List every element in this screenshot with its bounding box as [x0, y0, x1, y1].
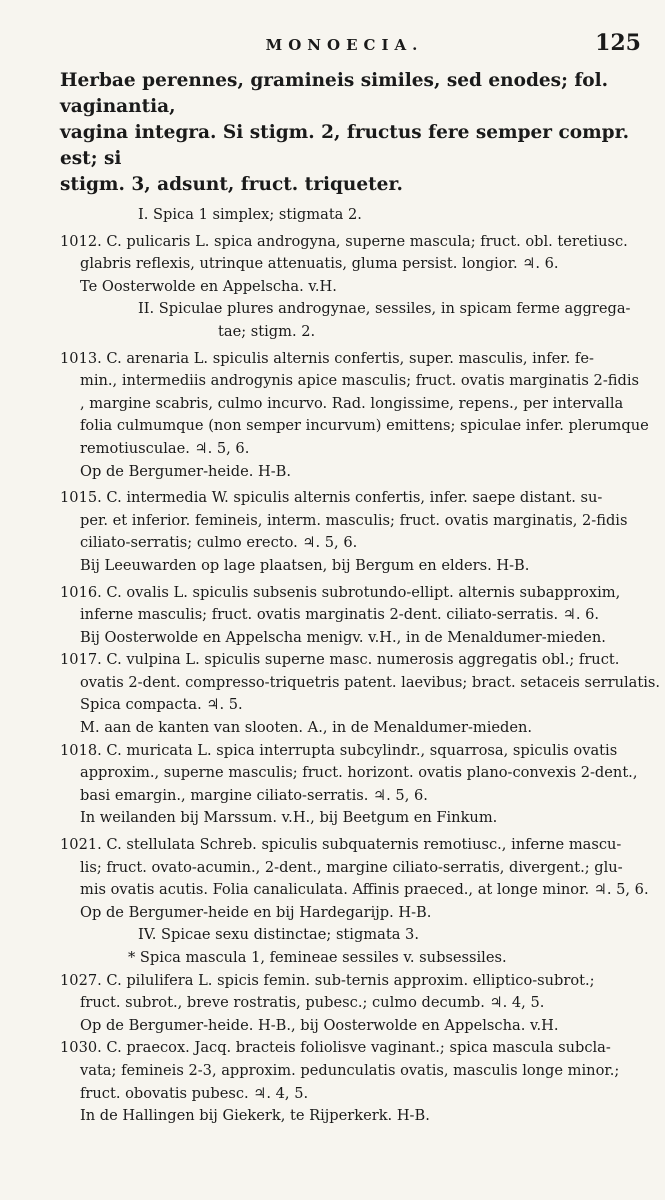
entry-line: lis; fruct. ovato-acumin., 2-dent., margine ciliato-serratis, divergent.; glu-	[80, 858, 623, 876]
entry-line: , margine scabris, culmo incurvo. Rad. longissime, repens., per intervalla	[80, 394, 624, 412]
entry-line: 1015. C. intermedia W. spiculis alternis confertis, infer. saepe distant. su-	[60, 489, 603, 507]
species-entry-1012	[48, 231, 641, 299]
intro-line: vagina integra. Si stigm. 2, fructus fere semper compr. est; si	[60, 122, 630, 169]
entry-line: glabris reflexis, utrinque attenuatis, gluma persist. longior. ♃. 6.	[80, 255, 559, 273]
entry-line: approxim., superne masculis; fruct. horizont. ovatis plano-convexis 2-dent.,	[80, 764, 638, 782]
page-number: 125	[595, 30, 641, 56]
entry-line: inferne masculis; fruct. ovatis marginatis 2-dent. ciliato-serratis. ♃. 6.	[80, 606, 600, 624]
species-entry-1021	[48, 834, 649, 924]
section-heading-2-tail: tae; stigm. 2.	[218, 322, 316, 340]
entry-line: 1012. C. pulicaris L. spica androgyna, superne mascula; fruct. obl. teretiusc.	[60, 232, 628, 250]
entry-line: 1027. C. pilulifera L. spicis femin. sub-ternis approxim. elliptico-subrot.;	[60, 971, 595, 989]
entry-line: fruct. obovatis pubesc. ♃. 4, 5.	[80, 1084, 309, 1102]
entry-line: 1017. C. vulpina L. spiculis superne masc. numerosis aggregatis obl.; fruct.	[60, 651, 620, 669]
entry-line: mis ovatis acutis. Folia canaliculata. Affinis praeced., at longe minor. ♃. 5, 6.	[80, 881, 649, 899]
species-entry-1016	[48, 582, 641, 650]
entry-line: min., intermediis androgynis apice masculis; fruct. ovatis marginatis 2-fidis	[80, 372, 639, 390]
species-entry-1027	[48, 970, 641, 1038]
entry-line: 1016. C. ovalis L. spiculis subsenis subrotundo-ellipt. alternis subapproxim,	[60, 583, 621, 601]
locality-line: Bij Leeuwarden op lage plaatsen, bij Bergum en elders. H-B.	[80, 556, 530, 574]
entry-line: 1021. C. stellulata Schreb. spiculis subquaternis remotiusc., inferne mascu-	[60, 836, 622, 854]
entry-line: 1013. C. arenaria L. spiculis alternis confertis, super. masculis, infer. fe-	[60, 349, 594, 367]
species-entry-1015	[48, 487, 641, 577]
running-title: MONOECIA.	[265, 36, 424, 54]
species-entry-1030	[48, 1037, 641, 1127]
entry-line: 1018. C. muricata L. spica interrupta subcylindr., squarrosa, spiculis ovatis	[60, 741, 618, 759]
locality-line: In weilanden bij Marssum. v.H., bij Beetgum en Finkum.	[80, 809, 498, 827]
entry-line: per. et inferior. femineis, interm. masculis; fruct. ovatis marginatis, 2-fidis	[80, 511, 628, 529]
genus-description	[48, 68, 641, 198]
section-heading-2: II. Spiculae plures androgynae, sessiles, in spicam ferme aggrega-	[138, 300, 631, 318]
entry-line: ciliato-serratis; culmo erecto. ♃. 5, 6.	[80, 534, 358, 552]
section-heading-4: IV. Spicae sexu distinctae; stigmata 3.	[138, 926, 419, 944]
entry-line: vata; femineis 2-3, approxim. pedunculatis ovatis, masculis longe minor.;	[80, 1061, 620, 1079]
species-entry-1013	[48, 348, 649, 484]
species-entry-1017	[48, 649, 661, 739]
entry-line: folia culmumque (non semper incurvum) emittens; spiculae infer. plerumque	[80, 417, 649, 435]
locality-line: Bij Oosterwolde en Appelscha menigv. v.H., in de Menaldumer-mieden.	[80, 628, 606, 646]
section-note: * Spica mascula 1, femineae sessiles v. subsessiles.	[128, 949, 507, 966]
locality-line: Op de Bergumer-heide. H-B.	[80, 462, 292, 480]
entry-line: ovatis 2-dent. compresso-triquetris patent. laevibus; bract. setaceis serrulatis.	[80, 673, 661, 691]
section-heading-1: I. Spica 1 simplex; stigmata 2.	[138, 206, 362, 223]
locality-line: In de Hallingen bij Giekerk, te Rijperkerk. H-B.	[80, 1107, 430, 1125]
intro-line: stigm. 3, adsunt, fruct. triqueter.	[60, 174, 403, 195]
locality-line: Te Oosterwolde en Appelscha. v.H.	[80, 277, 337, 295]
page-header	[48, 28, 641, 64]
entry-line: Spica compacta. ♃. 5.	[80, 696, 243, 714]
intro-line: Herbae perennes, gramineis similes, sed enodes; fol. vaginantia,	[60, 70, 609, 117]
locality-line: Op de Bergumer-heide en bij Hardegarijp. H-B.	[80, 903, 432, 921]
entry-line: basi emargin., margine ciliato-serratis. ♃. 5, 6.	[80, 786, 428, 804]
entry-line: remotiusculae. ♃. 5, 6.	[80, 439, 250, 457]
entry-line: 1030. C. praecox. Jacq. bracteis foliolisve vaginant.; spica mascula subcla-	[60, 1039, 611, 1057]
entry-line: fruct. subrot., breve rostratis, pubesc.; culmo decumb. ♃. 4, 5.	[80, 994, 545, 1012]
locality-line: Op de Bergumer-heide. H-B., bij Oosterwolde en Appelscha. v.H.	[80, 1016, 559, 1034]
locality-line: M. aan de kanten van slooten. A., in de Menaldumer-mieden.	[80, 719, 533, 737]
species-entry-1018	[48, 740, 641, 830]
